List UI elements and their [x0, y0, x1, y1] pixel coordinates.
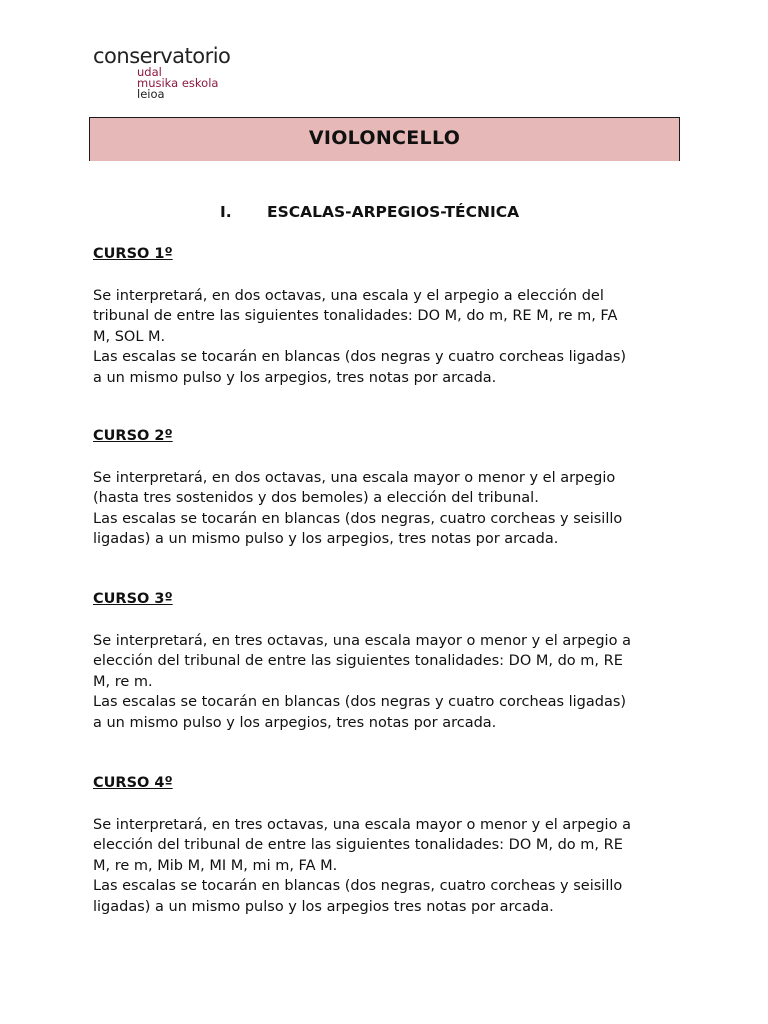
curso-3-line: a un mismo pulso y los arpegios, tres notas por arcada. [93, 714, 497, 731]
curso-2-line: (hasta tres sostenidos y dos bemoles) a elección del tribunal. [93, 490, 539, 507]
section-number: I. [220, 203, 232, 221]
logo-line-2: udal [137, 65, 162, 79]
logo-line-4: leioa [137, 87, 165, 101]
logo-line-3: musika eskola [137, 76, 219, 90]
curso-4-text [93, 815, 683, 917]
curso-1-line: Se interpretará, en dos octavas, una escala y el arpegio a elección del [93, 288, 604, 304]
curso-2-line: Se interpretará, en dos octavas, una escala mayor o menor y el arpegio [93, 470, 616, 486]
document-title: VIOLONCELLO [308, 127, 461, 149]
conservatorio-logo [93, 44, 233, 101]
curso-4-line: elección del tribunal de entre las siguientes tonalidades: DO M, do m, RE [93, 837, 623, 854]
curso-3-line: Las escalas se tocarán en blancas (dos negras y cuatro corcheas ligadas) [93, 694, 627, 711]
curso-2-heading: CURSO 2º [93, 428, 173, 444]
curso-1-text [93, 286, 683, 388]
curso-4-line: Se interpretará, en tres octavas, una escala mayor o menor y el arpegio a [93, 817, 631, 833]
curso-2-line: ligadas) a un mismo pulso y los arpegios, tres notas por arcada. [93, 531, 559, 548]
curso-2-text [93, 468, 683, 550]
curso-1-heading: CURSO 1º [93, 246, 173, 262]
section-heading [220, 203, 519, 221]
curso-1-line: a un mismo pulso y los arpegios, tres notas por arcada. [93, 369, 497, 386]
curso-3-line: M, re m. [93, 673, 153, 690]
curso-1-line: Las escalas se tocarán en blancas (dos negras y cuatro corcheas ligadas) [93, 349, 627, 366]
curso-1-line: tribunal de entre las siguientes tonalidades: DO M, do m, RE M, re m, FA [93, 308, 618, 325]
curso-4-line: ligadas) a un mismo pulso y los arpegios tres notas por arcada. [93, 898, 554, 915]
curso-2-line: Las escalas se tocarán en blancas (dos negras, cuatro corcheas y seisillo [93, 510, 623, 527]
curso-3-heading: CURSO 3º [93, 591, 173, 607]
curso-3-line: Se interpretará, en tres octavas, una escala mayor o menor y el arpegio a [93, 633, 631, 649]
curso-3-text [93, 631, 683, 733]
curso-4-line: M, re m, Mib M, MI M, mi m, FA M. [93, 857, 338, 874]
title-banner [89, 117, 680, 161]
logo-line-1: conservatorio [93, 44, 231, 68]
curso-4-heading: CURSO 4º [93, 775, 173, 791]
curso-1-line: M, SOL M. [93, 328, 166, 345]
section-title: ESCALAS-ARPEGIOS-TÉCNICA [267, 203, 520, 221]
curso-4-line: Las escalas se tocarán en blancas (dos negras, cuatro corcheas y seisillo [93, 878, 623, 895]
curso-3-line: elección del tribunal de entre las siguientes tonalidades: DO M, do m, RE [93, 653, 623, 670]
